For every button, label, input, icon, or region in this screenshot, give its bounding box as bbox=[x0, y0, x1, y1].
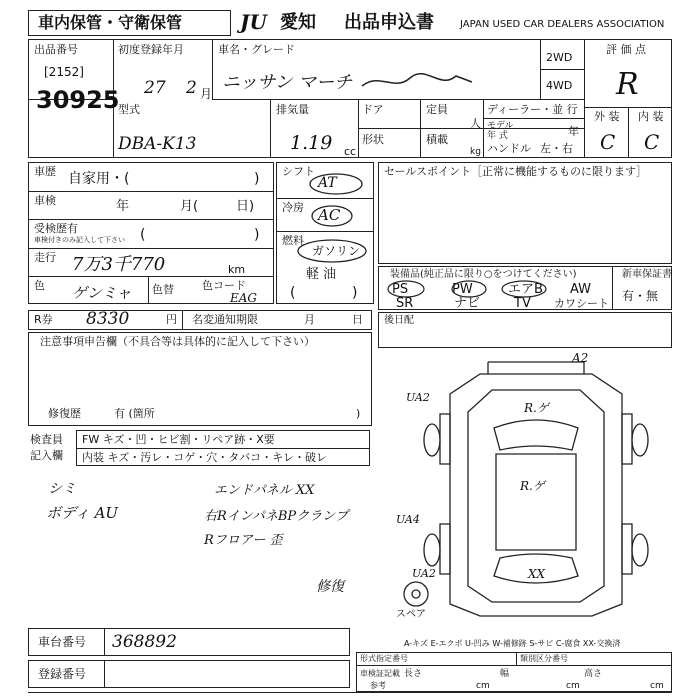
region-label: 愛知 bbox=[280, 12, 316, 33]
drive-4wd: 4WD bbox=[546, 79, 573, 92]
name-value: ニッサン マーチ bbox=[222, 72, 353, 93]
history-value: 自家用・( bbox=[68, 171, 130, 187]
handle-value: 左・右 bbox=[540, 142, 573, 155]
reference-label: 参考 bbox=[370, 681, 386, 690]
history-label: 車歴 bbox=[34, 165, 56, 178]
year-unit: 年 bbox=[568, 125, 579, 138]
equip-aw: AW bbox=[570, 282, 592, 297]
notice-day: 日 bbox=[352, 313, 363, 326]
model-label: 型式 bbox=[118, 103, 140, 116]
warranty-value: 有・無 bbox=[622, 289, 659, 303]
mark-left-front: UA2 bbox=[406, 391, 430, 404]
ext-label: 外 装 bbox=[594, 110, 620, 123]
inspection-label: 車検 bbox=[34, 194, 56, 207]
recycle-label: R券 bbox=[34, 313, 53, 326]
ju-logo: JU bbox=[240, 10, 267, 34]
mark-roof: R.ゲ bbox=[520, 479, 545, 493]
acceptance-open: ( bbox=[140, 227, 146, 243]
door-label: ドア bbox=[362, 103, 384, 116]
acceptance-close: ) bbox=[254, 227, 260, 243]
length-unit: cm bbox=[476, 681, 490, 691]
ext-value: C bbox=[600, 130, 616, 154]
dealer-label: ディーラー・並 行 bbox=[487, 103, 578, 116]
fuel-label: 燃料 bbox=[282, 234, 304, 247]
form-title: 出品申込書 bbox=[344, 12, 434, 33]
inspector-field-label: 記入欄 bbox=[30, 449, 63, 462]
equip-airbag: エアB bbox=[508, 282, 543, 297]
remark-floor: Rフロアー 歪 bbox=[204, 533, 283, 548]
notes-label: 注意事項申告欄（不具合等は具体的に記入して下さい） bbox=[40, 335, 315, 348]
disp-label: 排気量 bbox=[276, 103, 309, 116]
acceptance-sub: 車検付きのみ記入して下さい bbox=[34, 236, 125, 244]
color-value: ゲンミャ bbox=[72, 284, 132, 302]
equip-ps: PS bbox=[392, 282, 409, 297]
association-name: JAPAN USED CAR DEALERS ASSOCIATION bbox=[460, 19, 665, 30]
cap-unit: 人 bbox=[470, 117, 481, 130]
inspector-label: 検査員 bbox=[30, 433, 63, 446]
acceptance-label: 受検歴有 bbox=[34, 222, 78, 235]
mark-hood: R.ゲ bbox=[524, 401, 549, 415]
int-value: C bbox=[644, 130, 660, 154]
shift-value: AT bbox=[318, 175, 337, 191]
equip-navi: ナビ bbox=[454, 296, 481, 311]
inspection-year: 年 bbox=[116, 199, 130, 214]
notice-month: 月 bbox=[304, 313, 315, 326]
cooling-value: AC bbox=[318, 206, 341, 224]
equip-seat: カワシート bbox=[554, 297, 609, 310]
inspection-month: 月( bbox=[180, 199, 199, 214]
rear-seat-label: 後日配 bbox=[384, 315, 414, 326]
inspection-no-label: 形式指定番号 bbox=[360, 654, 408, 663]
storage-label: 車内保管・守衛保管 bbox=[38, 13, 183, 32]
color-change-label: 色替 bbox=[152, 283, 174, 296]
repair-label: 修復歴 bbox=[48, 407, 81, 420]
reg-month-unit: 月 bbox=[200, 87, 213, 101]
equipment-label: 装備品(純正品に限り○をつけてください) bbox=[390, 269, 577, 280]
notice-label: 名変通知期限 bbox=[192, 313, 258, 326]
certificate-label: 車検証記載 bbox=[360, 669, 400, 678]
load-unit: kg bbox=[470, 147, 481, 157]
reg-label: 初度登録年月 bbox=[118, 43, 184, 56]
inspector-row1: FW キズ・凹・ヒビ割・リペア跡・X要 bbox=[82, 433, 275, 446]
remark-inner-panel: 右RインパネBPクランプ bbox=[204, 509, 349, 524]
lot-label: 出品番号 bbox=[34, 43, 78, 56]
cooling-label: 冷房 bbox=[282, 201, 304, 214]
spare-label: スペア bbox=[396, 609, 426, 620]
equip-tv: TV bbox=[514, 296, 531, 311]
inspector-row2: 内装 キズ・汚レ・コゲ・穴・タバコ・キレ・破レ bbox=[82, 451, 328, 464]
damage-legend: A-キズ E-エクボ U-凹み W-補修跡 S-サビ C-腐食 XX-交換済 bbox=[404, 639, 621, 648]
lot-number: 30925 bbox=[36, 86, 120, 114]
handle-label: ハンドル bbox=[487, 142, 531, 155]
remark-body: ボディ AU bbox=[46, 504, 119, 522]
int-label: 内 装 bbox=[638, 110, 664, 123]
repair-close: ) bbox=[356, 407, 361, 420]
chassis-value: 368892 bbox=[112, 632, 177, 652]
repair-value: 有 (箇所 bbox=[114, 407, 155, 420]
disp-unit: cc bbox=[344, 145, 357, 158]
color-label: 色 bbox=[34, 279, 45, 292]
reg-year: 27 bbox=[144, 78, 166, 98]
remark-stain: シミ bbox=[48, 481, 76, 497]
height-label: 高さ bbox=[584, 669, 603, 679]
chassis-label: 車台番号 bbox=[38, 635, 87, 649]
inspection-day: 日) bbox=[236, 199, 255, 214]
length-label: 長さ bbox=[404, 669, 423, 679]
equip-sr: SR bbox=[396, 296, 414, 311]
fuel-open: ( bbox=[290, 285, 296, 301]
width-unit: cm bbox=[566, 681, 580, 691]
model-value: DBA-K13 bbox=[118, 134, 197, 154]
name-label: 車名・グレード bbox=[218, 43, 295, 56]
fuel-value: ガソリン bbox=[312, 244, 361, 258]
scribble-mark bbox=[360, 68, 480, 94]
color-code-label: 色コード bbox=[202, 279, 246, 292]
mileage-label: 走行 bbox=[34, 251, 56, 264]
remark-end-panel: エンドパネル XX bbox=[214, 483, 315, 498]
selling-points-label: セールスポイント［正常に機能するものに限ります］ bbox=[384, 165, 648, 178]
mark-left-rear: UA2 bbox=[412, 567, 436, 580]
recycle-value: 8330 bbox=[86, 309, 130, 329]
height-unit: cm bbox=[650, 681, 664, 691]
mark-trunk: XX bbox=[528, 567, 546, 581]
reg-month: 2 bbox=[186, 78, 197, 98]
history-close: ) bbox=[254, 171, 260, 187]
recycle-unit: 円 bbox=[166, 313, 177, 326]
rear-seat-box bbox=[378, 312, 672, 348]
footer-strip bbox=[28, 692, 672, 700]
fuel-close: ) bbox=[352, 285, 358, 301]
remark-repaired: 修復 bbox=[316, 579, 344, 595]
class-no-label: 類別区分番号 bbox=[520, 654, 568, 663]
model-year-label: モデル 年 式 bbox=[487, 121, 514, 141]
disp-value: 1.19 bbox=[290, 132, 333, 154]
eval-score: R bbox=[616, 67, 639, 102]
mark-front: A2 bbox=[572, 351, 589, 365]
warranty-label: 新車保証書 bbox=[622, 269, 672, 280]
load-label: 積載 bbox=[426, 133, 448, 146]
equip-circles bbox=[384, 278, 550, 298]
width-label: 幅 bbox=[500, 669, 510, 679]
mileage-unit: km bbox=[228, 263, 246, 276]
color-code-value: EAG bbox=[230, 291, 258, 305]
shift-label: シフト bbox=[282, 165, 315, 178]
cap-label: 定員 bbox=[426, 103, 448, 116]
equip-pw: PW bbox=[452, 282, 473, 297]
registration-label: 登録番号 bbox=[38, 667, 87, 681]
mileage-value: 7万3千770 bbox=[72, 254, 166, 275]
eval-label: 評 価 点 bbox=[606, 43, 646, 56]
lot-sub: [2152] bbox=[44, 65, 84, 79]
drive-2wd: 2WD bbox=[546, 51, 573, 64]
fuel-diesel: 軽 油 bbox=[306, 267, 337, 282]
mark-left-door: UA4 bbox=[396, 513, 420, 526]
shape-label: 形状 bbox=[362, 133, 384, 146]
